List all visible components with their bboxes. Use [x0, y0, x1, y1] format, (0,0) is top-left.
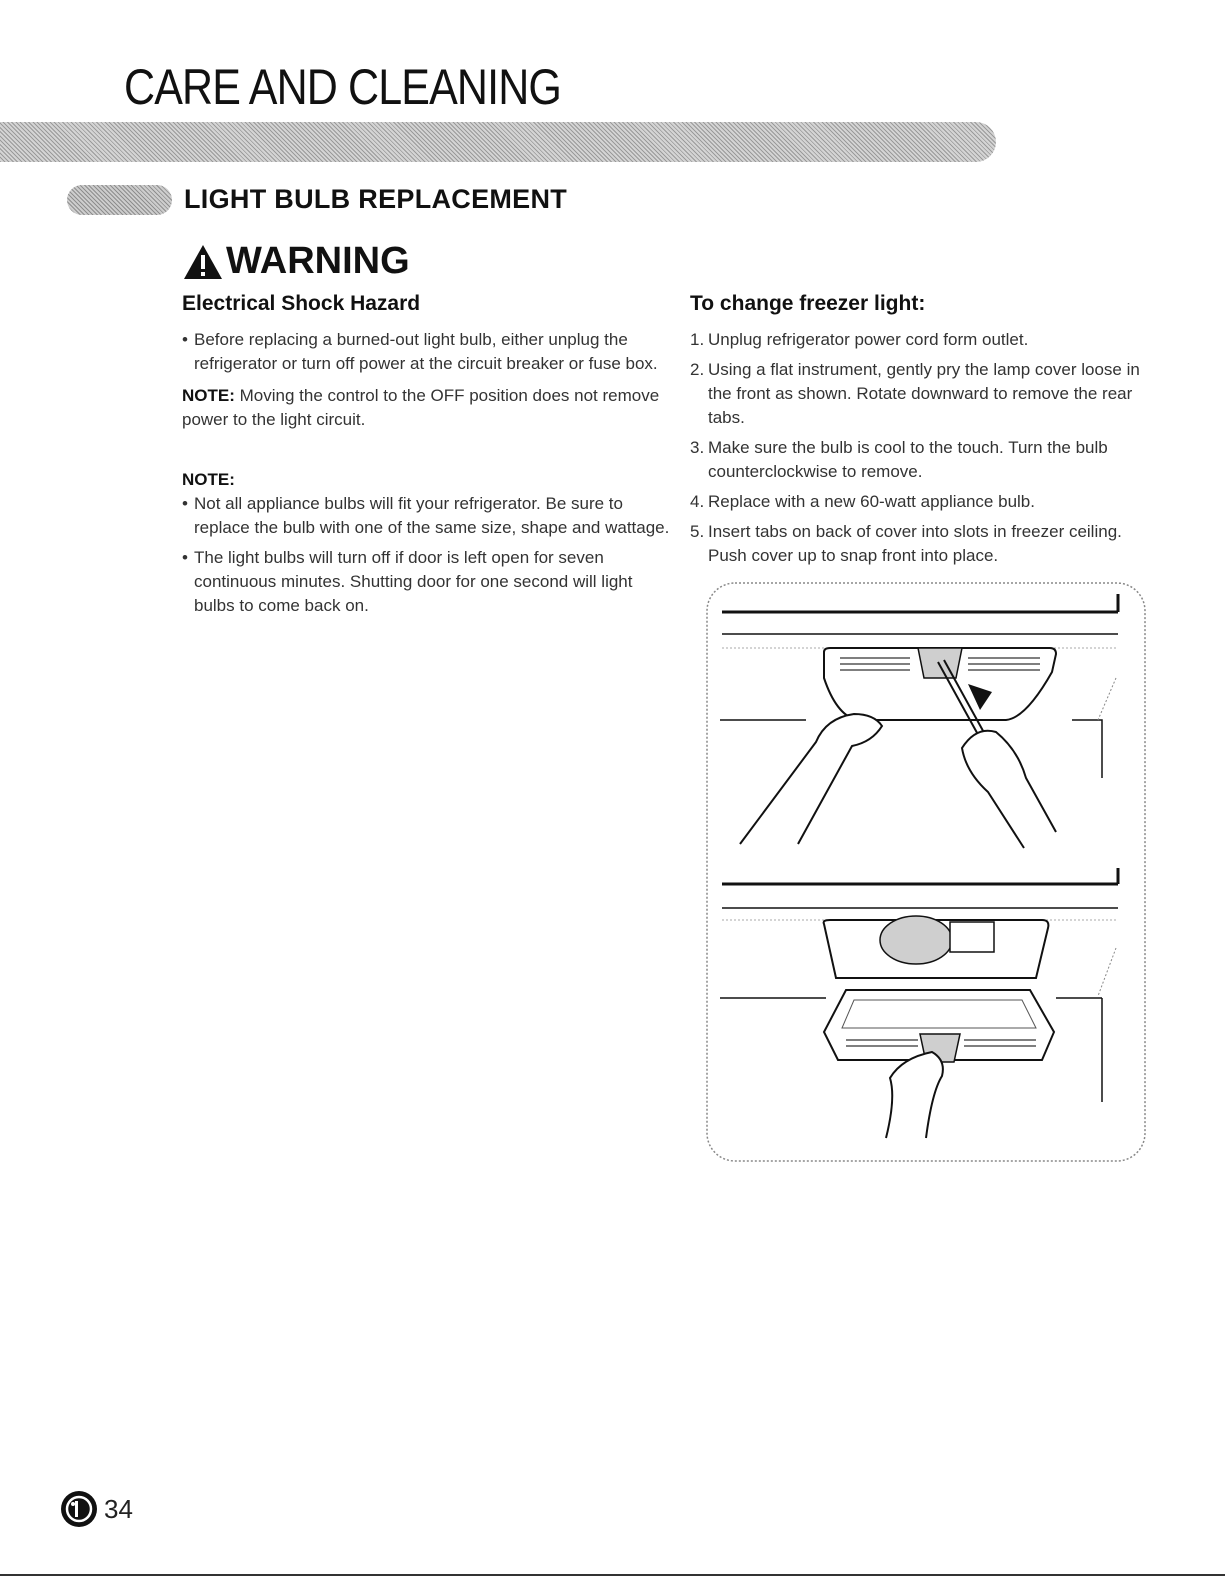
warning-column	[182, 292, 672, 626]
step-text: Insert tabs on back of cover into slots in freezer ceiling. Push cover up to snap front into place.	[708, 522, 1122, 565]
note-bullets	[182, 492, 672, 618]
step-number: 1.	[690, 330, 705, 349]
section-title: LIGHT BULB REPLACEMENT	[184, 184, 568, 214]
lamp-cover-illustration	[706, 582, 1146, 1162]
page-number: 34	[104, 1494, 133, 1524]
page-title: CARE AND CLEANING	[124, 59, 561, 115]
remove-cover-diagram	[720, 868, 1118, 1138]
note-paragraph	[182, 384, 672, 432]
header-bar	[0, 122, 996, 162]
warning-label: WARNING	[226, 240, 410, 282]
list-item: • Before replacing a burned-out light bulb, either unplug the refrigerator or turn off power at the circuit breaker or fuse box.	[182, 328, 672, 376]
step-item	[690, 490, 1160, 514]
step-number: 4.	[690, 492, 705, 511]
section-marker	[67, 185, 172, 215]
list-item: • Not all appliance bulbs will fit your refrigerator. Be sure to replace the bulb with one of the same size, shape and wattage.	[182, 492, 672, 540]
list-item: • The light bulbs will turn off if door is left open for seven continuous minutes. Shutting door for one second will light bulbs to come back on.	[182, 546, 672, 618]
step-item	[690, 358, 1160, 430]
freezer-column	[690, 292, 1160, 574]
bottom-rule	[0, 1574, 1225, 1576]
warning-heading	[182, 240, 410, 283]
step-item	[690, 436, 1160, 484]
step-text: Replace with a new 60-watt appliance bulb.	[708, 492, 1035, 511]
note-heading: NOTE:	[182, 470, 235, 489]
hazard-title: Electrical Shock Hazard	[182, 292, 421, 315]
step-text: Unplug refrigerator power cord form outlet.	[708, 330, 1029, 349]
step-number: 2.	[690, 360, 705, 379]
freezer-title: To change freezer light:	[690, 292, 926, 315]
warning-triangle-icon	[182, 243, 224, 281]
hazard-bullets	[182, 328, 672, 376]
step-item	[690, 520, 1160, 568]
lg-logo-icon	[60, 1490, 98, 1528]
step-text: Using a flat instrument, gently pry the lamp cover loose in the front as shown. Rotate downward to remove the rear tabs.	[708, 360, 1140, 427]
step-item	[690, 328, 1160, 352]
note-text: Moving the control to the OFF position does not remove power to the light circuit.	[182, 386, 660, 429]
note-label: NOTE:	[182, 386, 235, 405]
freezer-steps	[690, 328, 1160, 568]
step-number: 5.	[690, 522, 705, 541]
step-text: Make sure the bulb is cool to the touch. Turn the bulb counterclockwise to remove.	[708, 438, 1108, 481]
pry-cover-diagram	[720, 594, 1118, 848]
step-number: 3.	[690, 438, 705, 457]
